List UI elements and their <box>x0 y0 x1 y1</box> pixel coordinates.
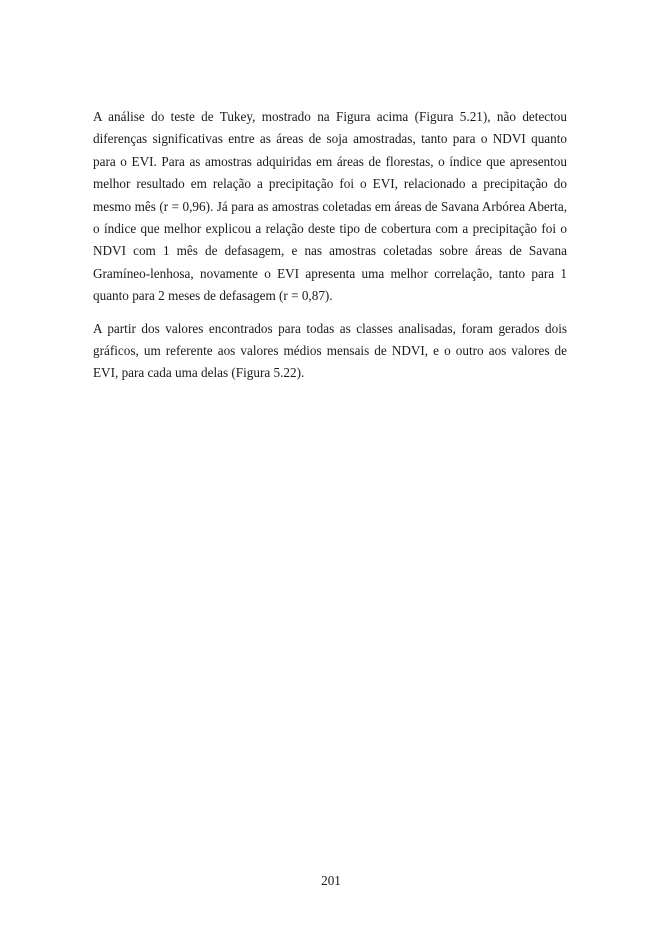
paragraph-tukey-analysis: A análise do teste de Tukey, mostrado na Figura acima (Figura 5.21), não detectou diferenças significativas entre as áreas de soja amostradas, tanto para o NDVI quanto para o EVI. Para as amostras adquiridas em áreas de florestas, o índice que apresentou melhor resultado em relação a precipitação foi o EVI, relacionado a precipitação do mesmo mês (r = 0,96). Já para as amostras coletadas em áreas de Savana Arbórea Aberta, o índice que melhor explicou a relação deste tipo de cobertura com a precipitação foi o NDVI com 1 mês de defasagem, e nas amostras coletadas sobre áreas de Savana Gramíneo-lenhosa, novamente o EVI apresenta uma melhor correlação, tanto para 1 quanto para 2 meses de defasagem (r = 0,87). <box>93 109 567 304</box>
body-text <box>93 106 567 395</box>
paragraph-graphs-description: A partir dos valores encontrados para todas as classes analisadas, foram gerados dois gráficos, um referente aos valores médios mensais de NDVI, e o outro aos valores de EVI, para cada uma delas (Figura 5.22). <box>93 320 567 381</box>
page-number: 201 <box>321 873 341 888</box>
